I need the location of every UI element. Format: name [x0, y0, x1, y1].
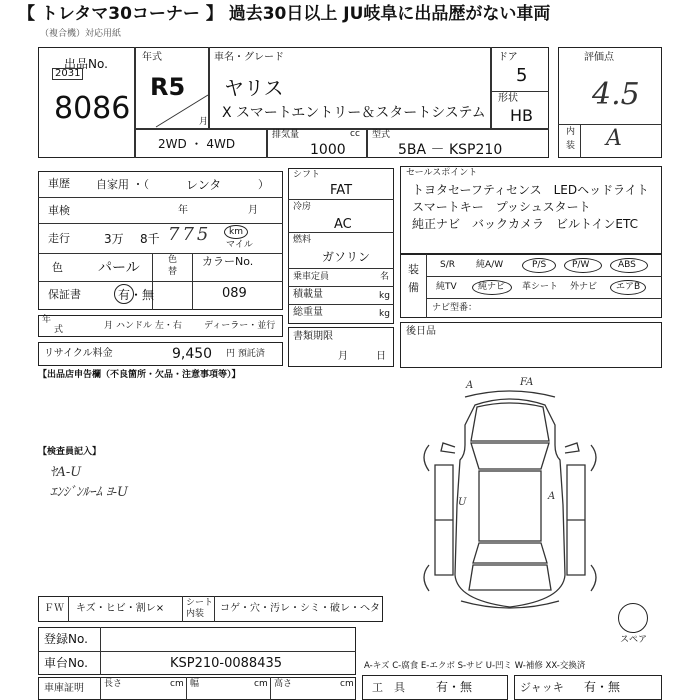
equip-airbag: エアB — [616, 282, 641, 292]
history-rental: レンタ — [186, 178, 222, 192]
tools-label: 工 具 — [372, 681, 405, 694]
mileage-label: 走行 — [48, 232, 70, 245]
shape-value: HB — [510, 106, 534, 125]
load-unit: kg — [379, 291, 390, 301]
mileage-man: 3万 — [104, 232, 124, 246]
equip-pw: P/W — [572, 260, 590, 270]
color-label: 色 — [52, 261, 63, 274]
equip-leather: 革シート — [522, 282, 559, 292]
fw-stains: コゲ・穴・汚レ・シミ・破レ・へタ — [220, 603, 380, 614]
drive-type: 2WD ・ 4WD — [158, 137, 236, 151]
cert-height-cm: cm — [340, 679, 354, 689]
inspector-note-2: ｴﾝｼﾞﾝﾙｰﾑ ﾖ-U — [50, 485, 128, 500]
shift-label: シフト — [293, 170, 321, 180]
history-label: 車歴 — [48, 177, 70, 190]
doors-value: 5 — [516, 65, 528, 86]
warranty-label: 保証書 — [48, 288, 81, 301]
model-label: 車名・グレード — [214, 52, 284, 63]
jack-label: ジャッキ — [520, 681, 564, 694]
color-change-2: 替 — [168, 267, 178, 277]
fw-seat-1: シート — [186, 598, 214, 608]
registration-label: 登録No. — [44, 632, 88, 646]
interior-label-1: 内 — [566, 127, 576, 137]
after-day-label: 後日品 — [406, 326, 436, 337]
equip-nav-model: ナビ型番： — [432, 303, 478, 313]
history-close: ） — [258, 178, 269, 191]
after-day-box — [400, 322, 662, 368]
lot-stamp: 2031 — [52, 68, 83, 80]
warranty-text: 有・無 — [118, 288, 155, 302]
sales-point-line-2: スマートキー プッシュスタート — [412, 200, 591, 214]
cert-label: 車庫証明 — [44, 683, 84, 694]
evaluation-label: 評価点 — [584, 52, 614, 63]
inspection-label: 車検 — [48, 204, 70, 217]
expiry-month: 月 — [338, 351, 348, 362]
diagram-mark-a1: A — [466, 380, 474, 391]
ac-label: 冷房 — [293, 202, 312, 212]
load-label: 積載量 — [293, 289, 323, 300]
tools-value: 有・無 — [436, 680, 473, 694]
equip-alloy: 純A/W — [476, 260, 504, 270]
expiry-label: 書類期限 — [293, 331, 333, 342]
equipment-label-1: 装 — [408, 263, 419, 276]
mileage-km: km — [229, 227, 243, 237]
inspection-year: 年 — [178, 205, 188, 216]
color-change-1: 色 — [168, 255, 178, 265]
warranty-circle — [114, 284, 134, 304]
model-code-label: 型式 — [372, 130, 391, 140]
fuel-value: ガソリン — [322, 250, 371, 264]
capacity-unit: 名 — [380, 272, 390, 282]
damage-legend: A-キズ C-腐食 E-エクボ S-サビ U-凹ミ W-補修 XX-交換済 — [364, 661, 586, 671]
meta-year-label-1: 年 — [42, 315, 52, 325]
cert-length: 長さ — [104, 679, 123, 689]
capacity-label: 乗車定員 — [293, 272, 330, 282]
inspection-month: 月 — [248, 205, 258, 216]
equip-ext-nav: 外ナビ — [570, 282, 598, 292]
fw-text: キズ・ヒビ・割レ× — [76, 603, 165, 614]
displacement-unit: cc — [350, 129, 360, 139]
diagram-mark-fa: FA — [520, 377, 534, 388]
shift-value: FAT — [330, 183, 353, 198]
lot-label: 出品No. — [64, 57, 108, 71]
fw-seat-2: 内装 — [186, 609, 205, 619]
cert-length-cm: cm — [170, 679, 184, 689]
ac-value: AC — [334, 217, 352, 232]
declaration-label: 【出品店申告欄（不良箇所・欠品・注意事項等）】 — [38, 370, 241, 380]
year-label: 年式 — [142, 52, 162, 63]
expiry-day: 日 — [376, 351, 386, 362]
header-title: 【 トレタマ30コーナー 】 過去30日以上 JU岐阜に出品歴がない車両 — [18, 4, 551, 24]
equip-abs: ABS — [618, 260, 636, 270]
weight-unit: kg — [379, 309, 390, 319]
interior-label-2: 装 — [566, 141, 576, 151]
jack-value: 有・無 — [584, 680, 621, 694]
weight-label: 総重量 — [293, 307, 323, 318]
equip-tv: 純TV — [436, 282, 457, 292]
cert-width: 幅 — [190, 679, 200, 689]
equip-nav: 純ナビ — [478, 282, 506, 292]
color-no: 089 — [222, 286, 247, 301]
year-diagonal — [134, 47, 210, 129]
cert-height: 高さ — [274, 679, 293, 689]
diagram-mark-u1: U — [458, 497, 467, 508]
inspector-note-1: ﾔA-U — [50, 465, 82, 480]
meta-year-label-2: 式 — [54, 325, 64, 335]
equip-ps: P/S — [532, 260, 547, 270]
interior-value: A — [606, 126, 622, 151]
fuel-label: 燃料 — [293, 235, 312, 245]
chassis-value: KSP210-0088435 — [170, 656, 283, 671]
mileage-mile: マイル — [226, 240, 253, 250]
doors-label: ドア — [498, 52, 518, 63]
cert-width-cm: cm — [254, 679, 268, 689]
mileage-hand: 775 — [168, 224, 212, 245]
color-value: パール — [98, 260, 140, 276]
year-value: R5 — [150, 73, 186, 101]
spare-label: スペア — [620, 635, 648, 645]
equipment-label-2: 備 — [408, 281, 419, 294]
sales-point-label: セールスポイント — [406, 168, 478, 178]
diagram-mark-a2: A — [548, 491, 556, 502]
model-name: ヤリス — [224, 76, 284, 100]
recycle-value: 9,450 — [172, 346, 213, 362]
meta-handle: ハンドル 左・右 — [116, 321, 182, 331]
displacement-value: 1000 — [310, 142, 346, 158]
mileage-sen: 8千 — [140, 232, 160, 246]
recycle-unit: 円 預託済 — [226, 349, 265, 359]
year-month-unit: 月 — [199, 117, 209, 127]
lot-number: 8086 — [54, 91, 131, 126]
spare-icon — [618, 603, 648, 633]
car-diagram — [405, 385, 615, 615]
form-note: （複合機）対応用紙 — [40, 29, 122, 39]
fw-label: ＦＷ — [44, 603, 64, 614]
shape-label: 形状 — [498, 93, 518, 104]
history-text: 自家用 ・（ — [96, 178, 149, 191]
displacement-label: 排気量 — [272, 130, 300, 140]
chassis-label: 車台No. — [44, 656, 88, 670]
meta-dealer: ディーラー・並行 — [204, 321, 276, 331]
meta-month: 月 — [104, 321, 114, 331]
model-grade: X スマートエントリー＆スタートシステム — [222, 105, 486, 121]
evaluation-score: 4.5 — [592, 77, 640, 112]
sales-point-line-1: トヨタセーフティセンス LEDヘッドライト — [412, 183, 649, 197]
inspector-label: 【検査員記入】 — [38, 447, 102, 457]
recycle-label: リサイクル料金 — [44, 348, 113, 359]
model-code-value: 5BA － KSP210 — [398, 142, 503, 158]
equip-sr: S/R — [440, 260, 455, 270]
color-no-label: カラーNo. — [202, 255, 254, 268]
sales-point-line-3: 純正ナビ バックカメラ ビルトインETC — [412, 217, 638, 231]
